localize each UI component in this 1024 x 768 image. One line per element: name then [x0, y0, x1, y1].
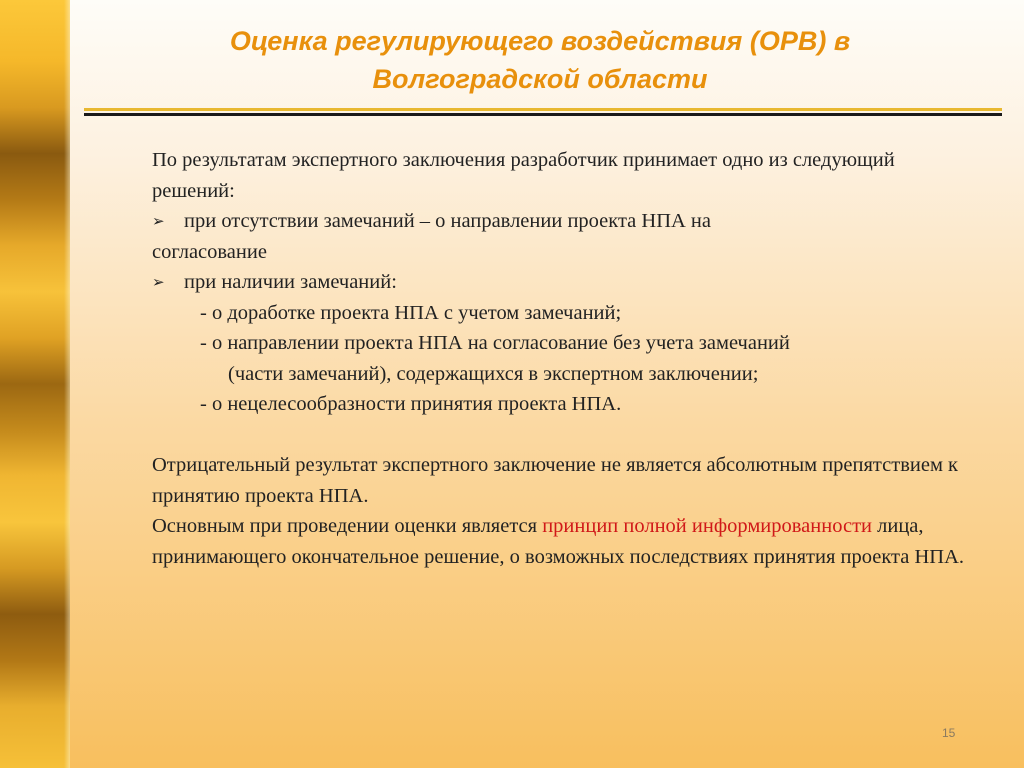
bullet-text: при отсутствии замечаний – о направлении проекта НПА на	[184, 210, 711, 232]
principle-text-end: лица, принимающего окончательное решение, о возможных последствиях принятия проекта НПА.	[152, 515, 965, 568]
principle-paragraph	[152, 511, 972, 572]
paragraph-gap	[152, 420, 972, 451]
slide-body	[152, 145, 972, 572]
sub-item: - о направлении проекта НПА на согласование без учета замечаний	[200, 332, 790, 354]
bullet-continuation: согласование	[152, 240, 267, 263]
intro-paragraph: По результатам экспертного заключения разработчик принимает одно из следующий решений:	[152, 149, 895, 202]
slide-title: Оценка регулирующего воздействия (ОРВ) в Волгоградской области	[229, 26, 851, 94]
conclusion-paragraph: Отрицательный результат экспертного заключение не является абсолютным препятствием к принятию проекта НПА.	[152, 454, 958, 507]
title-divider-black	[84, 113, 1002, 116]
list-item	[152, 267, 972, 298]
arrow-bullet-icon: ➢	[152, 212, 165, 230]
title-divider-gold	[84, 108, 1002, 111]
bullet-text: при наличии замечаний:	[184, 271, 397, 293]
principle-highlight: принцип полной информированности	[542, 515, 872, 537]
principle-text-start: Основным при проведении оценки является	[152, 515, 543, 537]
sub-item: - о нецелесообразности принятия проекта НПА.	[200, 393, 622, 415]
list-item	[152, 206, 972, 237]
sub-item-continuation: (части замечаний), содержащихся в экспертном заключении;	[228, 362, 759, 385]
sub-item: - о доработке проекта НПА с учетом замечаний;	[200, 301, 622, 324]
page-number: 15	[942, 726, 956, 740]
decorative-side-bar	[0, 0, 70, 768]
arrow-bullet-icon: ➢	[152, 273, 165, 291]
